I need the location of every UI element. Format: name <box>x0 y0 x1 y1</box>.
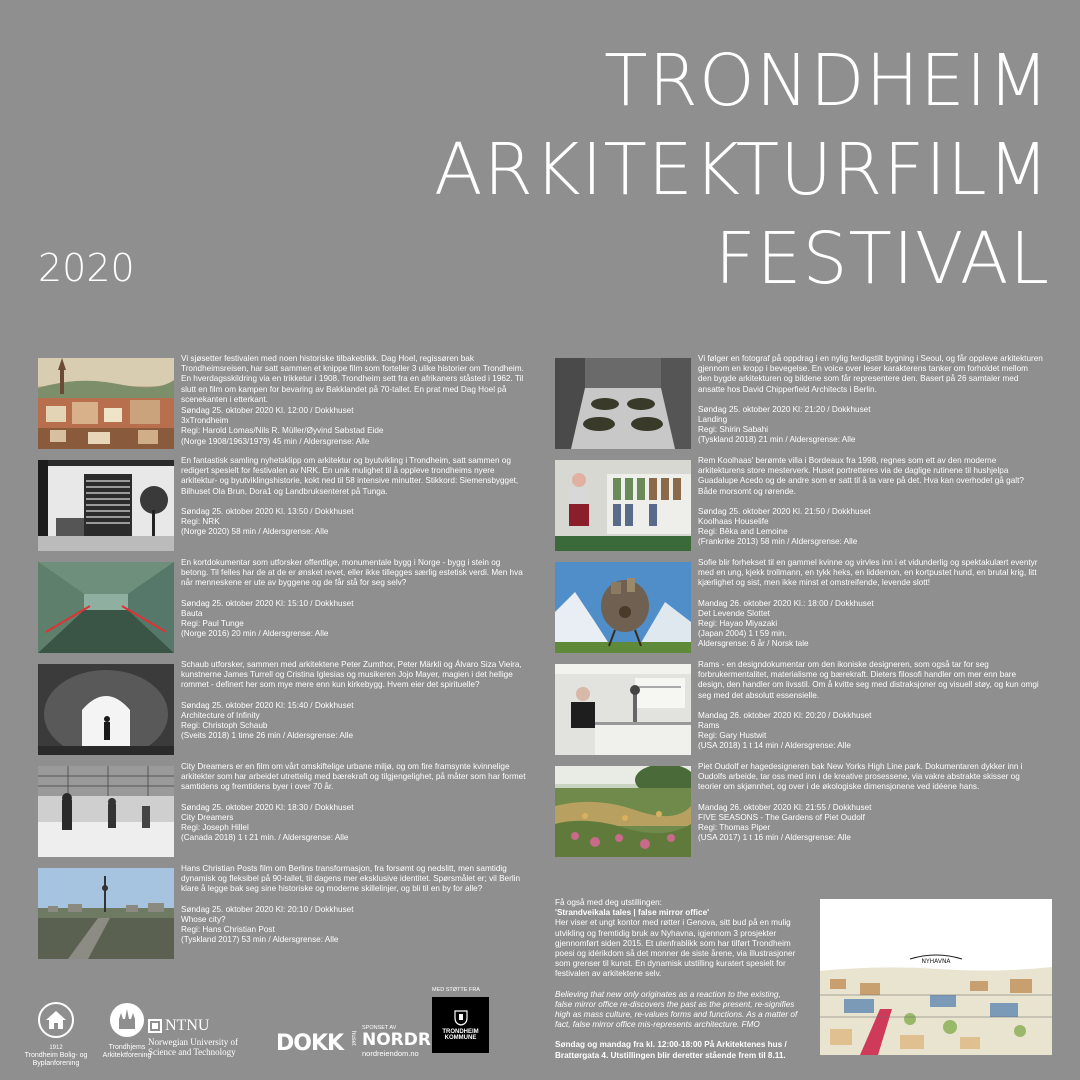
dokk-small: huset <box>350 1031 356 1046</box>
film-title: Koolhaas Houselife <box>698 517 769 527</box>
film-screening: Søndag 25. oktober 2020 Kl. 12:00 / Dokkhuset <box>181 406 354 416</box>
film-entry <box>38 354 528 456</box>
film-title: Architecture of Infinity <box>181 710 260 720</box>
film-info: (Tyskland 2018) 21 min / Aldersgrense: Alle <box>698 435 856 445</box>
film-info: (Tyskland 2017) 53 min / Aldersgrense: Alle <box>181 935 339 945</box>
film-still-tunnel <box>38 562 174 653</box>
film-screening: Mandag 26. oktober 2020 Kl: 20:20 / Dokkhuset <box>698 710 872 720</box>
exhibition-intro: Få også med deg utstillingen: <box>555 898 662 907</box>
program-left-column <box>38 354 528 966</box>
ntnu-subtitle: Norwegian University of <box>148 1037 238 1047</box>
film-entry <box>38 456 528 558</box>
film-description: Sofie blir forhekset til en gammel kvinne og virvles inn i et vidunderlig og spektakulært eventyr med en ung, kjekk trollmann, en tykk heks, en liddemon, en kortpustet hund, en brutal krig, litt kjærlighet og sist, men ikke minst et omstreifende, levende slott! <box>698 558 1038 588</box>
exhibition-sign: NYHAVNA <box>921 958 951 965</box>
film-description: Hans Christian Posts film om Berlins transformasjon, fra forsømt og nedslitt, men samtidig dynamisk og fleksibel på 90-tallet, til dagens mer eksklusive identitet. Spørsmålet er; vil Berlin klare å legge bak seg sine historiske og moderne skillelinjer, og bli til en by for alle? <box>181 864 521 894</box>
film-info: (USA 2017) 1 t 16 min / Aldersgrense: Alle <box>698 833 851 843</box>
film-director: Regi: Bêka and Lemoine <box>698 527 788 537</box>
film-screening: Søndag 25. oktober 2020 Kl. 21:50 / Dokkhuset <box>698 506 871 516</box>
ntnu-subtitle: Science and Technology <box>148 1047 236 1057</box>
film-title: Rams <box>698 721 720 731</box>
film-still-moving-castle <box>555 562 691 653</box>
exhibition-hours: Søndag og mandag fra kl. 12:00-18:00 På Arkitektenes hus / Brattørgata 4. Utstillingen blir deretter stående frem til 8.11. <box>555 1040 787 1060</box>
film-still-siemens-building <box>38 460 174 551</box>
film-title: City Dreamers <box>181 812 234 822</box>
film-screening: Søndag 25. oktober 2020 Kl: 18:30 / Dokkhuset <box>181 802 354 812</box>
film-info: (Sveits 2018) 1 time 26 min / Aldersgrense: Alle <box>181 731 354 741</box>
title-line: TRONDHEIM <box>604 39 1050 122</box>
festival-year: 2020 <box>38 246 135 290</box>
film-screening: Mandag 26. oktober 2020 Kl.: 18:00 / Dokkhuset <box>698 598 874 608</box>
film-description: City Dreamers er en film om vårt omskiftelige urbane miljø, og om fire framsynte kvinnelige arkitekter som har arbeidet utrettelig med bærekraft og tilgjengelighet, på måter som har formet samtidens og fremtidens byer i over 70 år. <box>181 762 526 792</box>
film-entry <box>555 558 1045 660</box>
film-text <box>698 660 1043 752</box>
film-entry <box>555 456 1045 558</box>
nordr-wordmark: NORDR <box>362 1030 431 1050</box>
film-entry <box>38 762 528 864</box>
film-director: Regi: Christoph Schaub <box>181 721 268 731</box>
film-still-berlin-skyline <box>38 868 174 959</box>
exhibition-title: 'Strandveikala tales | false mirror office' <box>555 908 710 918</box>
film-description: Piet Oudolf er hagedesigneren bak New Yorks High Line park. Dokumentaren dykker inn i Oudolfs arbeide, tar oss med inn i de kreative prosessene, via vakre abstrakte skisser og teorier om skjønnhet, og over i de økologiske dimensjonene ved idéene hans. <box>698 762 1023 792</box>
film-text <box>181 864 526 945</box>
festival-title <box>434 36 1050 303</box>
cathedral-emblem-icon <box>108 1001 146 1039</box>
film-description: Rams - en designdokumentar om den ikoniske designeren, som også tar for seg forbrukermentalitet, materialisme og bærekraft. Dieters filosofi handler om mer enn bare design, den handler om livsstil. Om å kvitte seg med distraksjoner og visuell støy, og kun omgi seg med det absolutt essensielle. <box>698 660 1039 700</box>
film-info: (Norge 1908/1963/1979) 45 min / Aldersgrense: Alle <box>181 436 370 446</box>
film-screening: Søndag 25. oktober 2020 Kl: 20:10 / Dokkhuset <box>181 904 354 914</box>
logo-caption: Trondhjems Arkitektforening <box>102 1044 152 1059</box>
film-title: Whose city? <box>181 914 226 924</box>
ntnu-square-icon <box>148 1019 162 1033</box>
film-description: En kortdokumentar som utforsker offentlige, monumentale bygg i Norge - bygg i stein og betong. Til felles har de at de er ønsket revet, eller ikke tillegges særlig estetisk verdi. Men hva når menneskene er ute av byggene og de får stå for seg selv? <box>181 558 523 588</box>
film-entry <box>38 660 528 762</box>
film-info: (Japan 2004) 1 t 59 min. <box>698 629 787 639</box>
film-text <box>698 354 1043 446</box>
film-description: Vi følger en fotograf på oppdrag i en nylig ferdigstilt bygning i Seoul, og får oppleve arkitekturen gjennom en kropp i bevegelse. En voice over leser karakterens tanker om forholdet mellom den bygde arkitekturen og bildene som får representere den. Basert på 26 samtaler med ansatte hos David Chipperfield Architects i Berlin. <box>698 354 1043 394</box>
logo-year: 1912 <box>49 1045 63 1051</box>
dokk-wordmark: DOKK <box>276 1031 344 1056</box>
film-director: Regi: Harold Lomas/Nils R. Müller/Øyvind Søbstad Eide <box>181 426 384 436</box>
film-text <box>698 762 1043 843</box>
film-description: Schaub utforsker, sammen med arkitektene Peter Zumthor, Peter Märkli og Álvaro Siza Vieira, kunstnerne James Turrell og Cristina Iglesias og musikeren Jojo Mayer, magien i det hellige rommet - definert her som mye mere enn kun kirkebygg. Hvem eier det spirituelle? <box>181 660 522 690</box>
sponsor-caption: SPONSET AV <box>362 1025 397 1031</box>
film-director: Regi: Hayao Miyazaki <box>698 619 778 629</box>
film-director: Regi: Hans Christian Post <box>181 925 275 935</box>
logo-trondheim-bolig-byplanforening <box>24 1001 88 1068</box>
film-text <box>698 456 1043 548</box>
film-screening: Søndag 25. oktober 2020 Kl: 15:10 / Dokkhuset <box>181 598 354 608</box>
film-title: FIVE SEASONS - The Gardens of Piet Oudolf <box>698 812 865 822</box>
film-info: (Norge 2016) 20 min / Aldersgrense: Alle <box>181 629 329 639</box>
film-text <box>181 762 526 843</box>
film-director: Regi: Shirin Sabahi <box>698 425 769 435</box>
film-entry <box>555 354 1045 456</box>
ntnu-wordmark: NTNU <box>165 1017 210 1034</box>
logo-dokkhuset <box>276 1031 356 1056</box>
logo-ntnu <box>148 1017 270 1057</box>
film-title: 3xTrondheim <box>181 416 229 426</box>
film-text <box>181 354 526 447</box>
film-title: Landing <box>698 415 728 425</box>
logo-nordr <box>362 1025 432 1058</box>
film-title: Det Levende Slottet <box>698 608 770 618</box>
kommune-name: KOMMUNE <box>444 1034 477 1041</box>
logo-caption: Trondheim Bolig- og Byplanforening <box>24 1052 88 1067</box>
film-text <box>698 558 1043 650</box>
film-director: Regi: Joseph Hillel <box>181 823 249 833</box>
support-caption: MED STØTTE FRA <box>432 987 480 993</box>
film-text <box>181 456 526 537</box>
title-line: ARKITEKTURFILM <box>434 128 1050 211</box>
sponsor-logos <box>0 985 540 1080</box>
film-still-landing-courtyard <box>555 358 691 449</box>
film-screening: Søndag 25. oktober 2020 Kl. 13:50 / Dokkhuset <box>181 506 354 516</box>
film-info-age: Aldersgrense: 6 år / Norsk tale <box>698 639 809 649</box>
film-info: (USA 2018) 1 t 14 min / Aldersgrense: Alle <box>698 741 851 751</box>
film-still-dieter-rams <box>555 664 691 755</box>
film-entry <box>38 864 528 966</box>
film-text <box>181 660 526 741</box>
film-director: Regi: Gary Hustwit <box>698 731 767 741</box>
film-info: (Frankrike 2013) 58 min / Aldersgrense: Alle <box>698 537 858 547</box>
film-description: En fantastisk samling nyhetsklipp om arkitektur og byutvikling i Trondheim, satt sammen og redigert spesielt for festivalen av NRK. En unik mulighet til å oppleve trondheims nyere arkitektur- og byutviklingshistorie, kokt ned til 58 intensive minutter. Stikkord: Siemensbygget, Bilhuset Ola Brun, Dora1 og Landbruksenteret på Tunga. <box>181 456 519 496</box>
exhibition-block <box>555 898 800 1061</box>
exhibition-illustration <box>820 899 1052 1055</box>
film-info: (Canada 2018) 1 t 21 min. / Aldersgrense: Alle <box>181 833 349 843</box>
film-entry <box>555 660 1045 762</box>
film-still-sacred-space <box>38 664 174 755</box>
film-entry <box>38 558 528 660</box>
program-right-column <box>555 354 1045 864</box>
film-still-koolhaas-house <box>555 460 691 551</box>
film-entry <box>555 762 1045 864</box>
kommune-name: TRONDHEIM <box>442 1028 479 1035</box>
film-info: (Norge 2020) 58 min / Aldersgrense: Alle <box>181 527 329 537</box>
kommune-shield-icon <box>454 1010 468 1026</box>
film-still-trondheim-city <box>38 358 174 449</box>
house-emblem-icon <box>37 1001 75 1039</box>
logo-trondheim-kommune <box>432 987 492 1053</box>
film-director: Regi: Paul Tunge <box>181 619 244 629</box>
film-text <box>181 558 526 639</box>
film-title: Bauta <box>181 608 203 618</box>
film-still-garden <box>555 766 691 857</box>
film-still-architects-office <box>38 766 174 857</box>
film-screening: Mandag 26. oktober 2020 Kl: 21:55 / Dokkhuset <box>698 802 872 812</box>
exhibition-quote: Believing that new only originates as a reaction to the existing, false mirror office re-discovers the past as the present, re-signifies high as mass culture, re-values forms and functions. As a matter of fact, false mirror office mis-represents architecture. FMO <box>555 989 798 1030</box>
film-director: Regi: NRK <box>181 517 220 527</box>
title-line: FESTIVAL <box>714 217 1050 300</box>
film-description: Rem Koolhaas' berømte villa i Bordeaux fra 1998, regnes som ett av den moderne arkitekturens store mesterverk. Huset portretteres via de daglige rutinene til hushjelpa Guadalupe Acedo og de andre som er satt til å ta vare på det. Hva kan overhodet gå galt? Både morsomt og rørende. <box>698 456 1024 496</box>
exhibition-description: Her viser et ungt kontor med røtter i Genova, sitt bud på en mulig utvikling og fremtidig bruk av Nyhavna, igjennom 3 prosjekter gjennomført siden 2015. Et utenfrablikk som har tilført Trondheim poesi og idérikdom så det monner de siste årene, via illustrasjoner som grenser til kunst. En dynamisk utstilling kuratert spesielt for festivalen av arkitektene selv. <box>555 918 796 979</box>
film-director: Regi: Thomas Piper <box>698 823 771 833</box>
nordr-url: nordreiendom.no <box>362 1049 419 1058</box>
film-screening: Søndag 25. oktober 2020 Kl: 15:40 / Dokkhuset <box>181 700 354 710</box>
film-screening: Søndag 25. oktober 2020 Kl: 21:20 / Dokkhuset <box>698 404 871 414</box>
film-description: Vi sjøsetter festivalen med noen historiske tilbakeblikk. Dag Hoel, regissøren bak Trondheimsreisen, har satt sammen et knippe film som forteller 3 ulike historier om Trondheim. En hverdagsskildring via en trikketur i 1908. Trondheim sett fra en afrikaners ståsted i 1962. Til slutt en film om kampen for bevaring av Bakklandet på 70-tallet. En prat med Dag Hoel på scenekanten i etterkant. <box>181 354 524 404</box>
